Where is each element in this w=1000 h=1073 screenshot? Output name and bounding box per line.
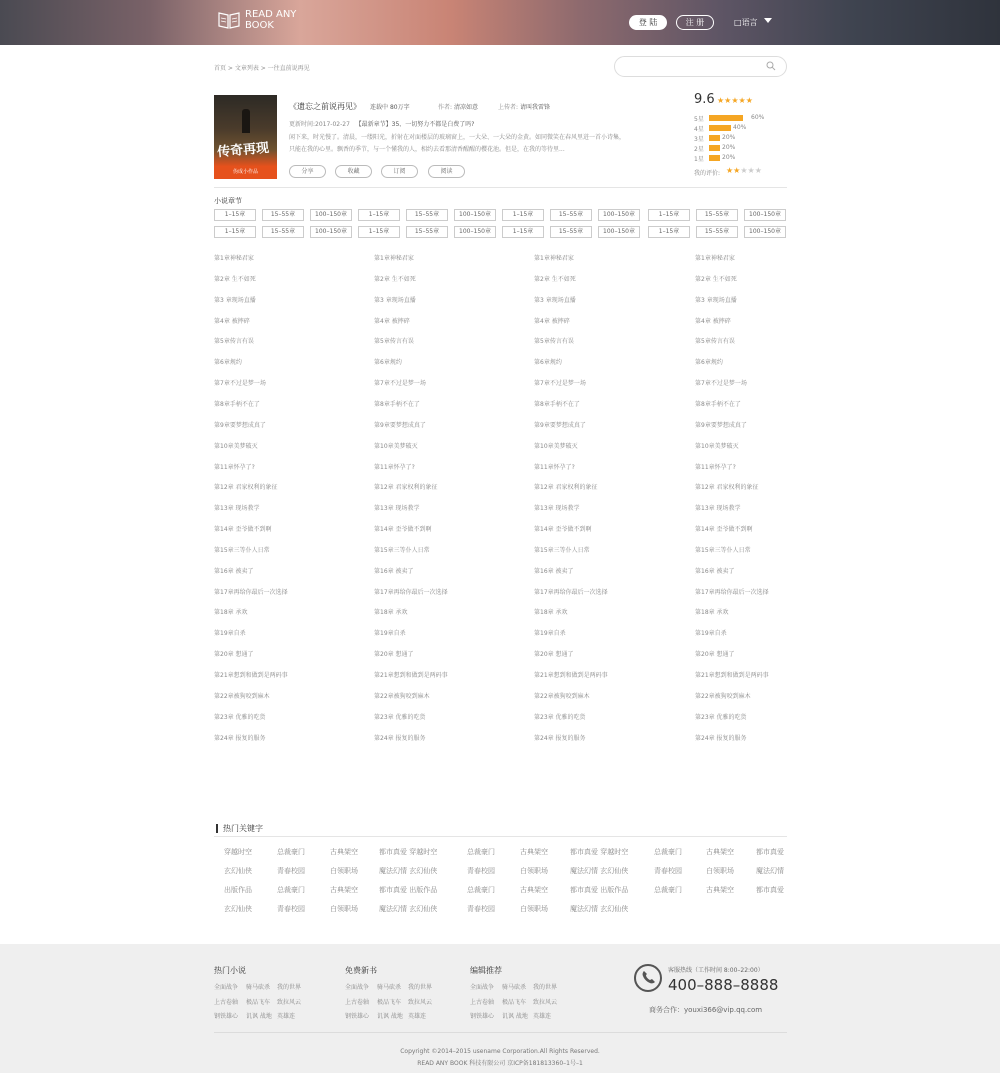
rating-row-label: 2星 — [694, 146, 704, 153]
rating-percent: 20% — [722, 154, 736, 161]
hot-keywords-title: 热门关键字 — [216, 824, 263, 833]
footer-divider — [214, 1032, 787, 1033]
chapter-link[interactable]: 第15章三等仆人日常 — [374, 546, 430, 554]
keyword-link[interactable]: 白领职场 — [330, 867, 358, 875]
chapter-range-button[interactable]: 1–15章 — [358, 209, 400, 221]
chapter-link[interactable]: 第18章 承欢 — [695, 609, 729, 617]
chapter-range-button[interactable]: 15–55章 — [696, 209, 738, 221]
keyword-link[interactable]: 都市真爱 穿越时空 — [379, 848, 438, 856]
rating-bar — [709, 155, 720, 161]
keyword-link[interactable]: 魔法幻情 玄幻仙侠 — [379, 905, 438, 913]
chapter-link[interactable]: 第17章再给你最后一次选择 — [374, 588, 448, 596]
chapter-link[interactable]: 第10章美梦破灭 — [214, 442, 258, 450]
chapter-range-button[interactable]: 15–55章 — [262, 209, 304, 221]
chapter-link[interactable]: 第1章神秘君家 — [214, 255, 254, 262]
chapter-range-button[interactable]: 100–150章 — [744, 209, 786, 221]
chapter-link[interactable]: 第24章 报复的服务 — [534, 734, 586, 742]
chapter-link[interactable]: 第20章 想通了 — [534, 651, 574, 659]
chapter-range-button[interactable]: 100–150章 — [310, 226, 352, 238]
language-label: 语言 — [741, 18, 758, 27]
chapter-link[interactable]: 第12章 君家权利的象征 — [374, 484, 438, 492]
chapter-link[interactable]: 第19章自杀 — [695, 630, 727, 638]
footer-link[interactable]: 英雄连 — [277, 1013, 296, 1020]
chapter-link[interactable]: 第12章 君家权利的象征 — [214, 484, 278, 492]
chapter-link[interactable]: 第22章被狗咬到麻木 — [534, 692, 590, 700]
footer-link[interactable]: 致拉风云 — [533, 998, 558, 1006]
chapter-link[interactable]: 第7章不过是梦一场 — [534, 380, 586, 388]
chapter-link[interactable]: 第9章要梦想成真了 — [214, 421, 266, 429]
chapter-link[interactable]: 第15章三等仆人日常 — [214, 546, 270, 554]
share-button[interactable]: 分享 — [289, 165, 326, 178]
keyword-link[interactable]: 白领职场 — [520, 905, 548, 913]
footer-link[interactable]: 讥讽 战地 — [502, 1013, 528, 1020]
book-status: 连载中 80万字 — [370, 104, 410, 111]
rating-bar — [709, 145, 720, 151]
keyword-link[interactable]: 青春校园 — [654, 867, 682, 875]
keyword-link[interactable]: 玄幻仙侠 — [224, 905, 252, 913]
chapter-link[interactable]: 第13章 现场教学 — [374, 505, 420, 513]
book-icon — [218, 11, 240, 29]
keyword-link[interactable]: 青春校园 — [277, 905, 305, 913]
chapter-link[interactable]: 第10章美梦破灭 — [695, 442, 739, 450]
chapter-link[interactable]: 第10章美梦破灭 — [534, 442, 578, 450]
chapter-link[interactable]: 第11章怀孕了? — [695, 463, 736, 471]
footer-link[interactable]: 极品飞车 — [377, 998, 402, 1006]
footer-link[interactable]: 我的世界 — [533, 984, 558, 991]
chapter-link[interactable]: 第12章 君家权利的象征 — [534, 484, 598, 492]
footer-link[interactable]: 极品飞车 — [246, 998, 271, 1006]
footer-link[interactable]: 钢铁雄心 — [345, 1013, 370, 1020]
keyword-link[interactable]: 古典架空 — [520, 886, 548, 894]
star-icon[interactable]: ★ — [733, 166, 741, 175]
chapter-link[interactable]: 第11章怀孕了? — [534, 463, 575, 471]
divider — [214, 187, 787, 188]
footer-link[interactable]: 讥讽 战地 — [246, 1013, 272, 1020]
favorite-button[interactable]: 收藏 — [335, 165, 372, 178]
chapter-link[interactable]: 第13章 现场教学 — [534, 505, 580, 513]
footer-link[interactable]: 骑马砍杀 — [502, 984, 527, 991]
book-cover[interactable] — [214, 95, 277, 179]
chapter-link[interactable]: 第24章 报复的服务 — [214, 734, 266, 742]
hotline-number: 400–888–8888 — [668, 976, 779, 994]
chapter-link[interactable]: 第23章 优雅的吃货 — [534, 713, 586, 721]
footer-column-title: 热门小说 — [214, 966, 246, 975]
keyword-link[interactable]: 魔法幻情 玄幻仙侠 — [379, 867, 438, 875]
book-uploader: 上传者: 请叫我雷锋 — [498, 104, 550, 111]
chapter-link[interactable]: 第7章不过是梦一场 — [214, 380, 266, 388]
chapter-range-button[interactable]: 1–15章 — [214, 209, 256, 221]
rating-stars: ★★★★★ — [717, 96, 753, 105]
chapters-title: 小说章节 — [214, 197, 242, 205]
chapter-link[interactable]: 第13章 现场教学 — [695, 505, 741, 513]
my-rating-label: 我的评价: — [694, 170, 721, 177]
keyword-link[interactable]: 青春校园 — [467, 905, 495, 913]
chapter-link[interactable]: 第14章 歪爷做不到啊 — [374, 526, 432, 534]
keyword-link[interactable]: 玄幻仙侠 — [224, 867, 252, 875]
business-contact: 商务合作：youxi366@vip.qq.com — [649, 1006, 763, 1014]
keyword-link[interactable]: 青春校园 — [277, 867, 305, 875]
chapter-range-button[interactable]: 100–150章 — [310, 209, 352, 221]
footer-link[interactable]: 上古卷轴 — [214, 998, 239, 1006]
chapter-link[interactable]: 第5章传言有误 — [534, 338, 574, 346]
search-input[interactable] — [614, 56, 787, 77]
footer-link[interactable]: 英雄连 — [533, 1013, 552, 1020]
hotline-label: 客服热线（工作时间 8:00–22:00） — [668, 967, 764, 974]
keyword-link[interactable]: 白领职场 — [706, 867, 734, 875]
cover-author: 伪成小作品 — [232, 169, 258, 175]
footer-column-title: 编辑推荐 — [470, 966, 502, 975]
book-author: 作者: 清凉如意 — [438, 104, 478, 111]
keyword-link[interactable]: 总裁豪门 — [654, 886, 682, 894]
chapter-link[interactable]: 第6章规约 — [374, 359, 402, 367]
chapter-link[interactable]: 第2章 生不如死 — [374, 275, 416, 283]
keyword-link[interactable]: 都市真爱 出版作品 — [570, 886, 629, 894]
keyword-link[interactable]: 魔法幻情 玄幻仙侠 — [570, 867, 629, 875]
chapter-link[interactable]: 第11章怀孕了? — [374, 463, 415, 471]
rating-row-label: 4星 — [694, 126, 704, 133]
keyword-link[interactable]: 古典架空 — [706, 848, 734, 856]
rating-bar — [709, 125, 731, 131]
chapter-link[interactable]: 第4章 被摔碎 — [695, 317, 731, 325]
keyword-link[interactable]: 古典架空 — [520, 848, 548, 856]
keyword-link[interactable]: 出版作品 — [224, 886, 252, 894]
chapter-link[interactable]: 第10章美梦破灭 — [374, 442, 418, 450]
chapter-link[interactable]: 第19章自杀 — [214, 630, 246, 638]
register-button[interactable]: 注 册 — [676, 15, 714, 30]
chapter-link[interactable]: 第20章 想通了 — [374, 651, 414, 659]
chapter-link[interactable]: 第19章自杀 — [374, 630, 406, 638]
chapter-range-button[interactable]: 100–150章 — [454, 226, 496, 238]
chapter-range-button[interactable]: 15–55章 — [406, 226, 448, 238]
footer-link[interactable]: 钢铁雄心 — [214, 1013, 239, 1020]
chapter-link[interactable]: 第21章想到和做到是两码事 — [374, 672, 448, 679]
chapter-link[interactable]: 第7章不过是梦一场 — [374, 380, 426, 388]
chapter-link[interactable]: 第15章三等仆人日常 — [695, 546, 751, 554]
chapter-link[interactable]: 第23章 优雅的吃货 — [214, 713, 266, 721]
chapter-link[interactable]: 第9章要梦想成真了 — [695, 421, 747, 429]
chapter-link[interactable]: 第9章要梦想成真了 — [374, 421, 426, 429]
chapter-link[interactable]: 第3 章现场直播 — [534, 296, 576, 304]
footer-link[interactable]: 致拉风云 — [408, 998, 433, 1006]
chapter-link[interactable]: 第5章传言有误 — [214, 338, 254, 346]
chapter-link[interactable]: 第13章 现场教学 — [214, 505, 260, 513]
footer-link[interactable]: 全面战争 — [214, 984, 239, 991]
keyword-link[interactable]: 总裁豪门 — [277, 886, 305, 894]
copyright: Copyright ©2014–2015 usename Corporation.All Rights Reserved. — [400, 1048, 600, 1055]
chapter-link[interactable]: 第12章 君家权利的象征 — [695, 484, 759, 492]
chapter-link[interactable]: 第7章不过是梦一场 — [695, 380, 747, 388]
my-rating-stars[interactable] — [726, 166, 762, 175]
chapter-link[interactable]: 第23章 优雅的吃货 — [695, 713, 747, 721]
star-icon[interactable]: ★ — [747, 166, 755, 175]
star-icon[interactable]: ★ — [740, 166, 748, 175]
footer-link[interactable]: 上古卷轴 — [470, 998, 495, 1006]
chapter-range-button[interactable]: 100–150章 — [598, 226, 640, 238]
chapter-range-button[interactable]: 1–15章 — [214, 226, 256, 238]
chapter-link[interactable]: 第3 章现场直播 — [374, 296, 416, 304]
chapter-link[interactable]: 第9章要梦想成真了 — [534, 421, 586, 429]
chapter-range-button[interactable]: 15–55章 — [550, 226, 592, 238]
chapter-link[interactable]: 第8章手柄不在了 — [214, 400, 260, 408]
rating-percent: 20% — [722, 134, 736, 141]
chapter-link[interactable]: 第21章想到和做到是两码事 — [695, 672, 769, 679]
cover-title: 传奇再现 — [216, 140, 270, 161]
keyword-link[interactable]: 都市真爱 — [756, 886, 784, 894]
chapter-link[interactable]: 第5章传言有误 — [695, 338, 735, 346]
chapter-range-button[interactable]: 100–150章 — [598, 209, 640, 221]
globe-icon: □ — [734, 18, 742, 27]
footer-link[interactable]: 骑马砍杀 — [246, 984, 271, 991]
chapter-link[interactable]: 第22章被狗咬到麻木 — [695, 692, 751, 700]
chapter-link[interactable]: 第2章 生不如死 — [534, 275, 576, 283]
book-title[interactable]: 《遗忘之前说再见》 — [289, 102, 361, 111]
chapter-link[interactable]: 第18章 承欢 — [214, 609, 248, 617]
footer-link[interactable]: 致拉风云 — [277, 998, 302, 1006]
rating-row-label: 1星 — [694, 156, 704, 163]
footer-link[interactable]: 上古卷轴 — [345, 998, 370, 1006]
rating-score: 9.6 — [694, 92, 715, 107]
divider — [214, 836, 787, 837]
rating-percent: 60% — [751, 114, 765, 121]
chapter-link[interactable]: 第17章再给你最后一次选择 — [214, 588, 288, 596]
chapter-range-button[interactable]: 1–15章 — [648, 226, 690, 238]
chapter-range-button[interactable]: 100–150章 — [454, 209, 496, 221]
keyword-link[interactable]: 总裁豪门 — [467, 886, 495, 894]
logo-text: READ ANY BOOK — [245, 9, 297, 31]
keyword-link[interactable]: 白领职场 — [330, 905, 358, 913]
footer-link[interactable]: 我的世界 — [408, 984, 433, 991]
footer-link[interactable]: 英雄连 — [408, 1013, 427, 1020]
chapter-range-button[interactable]: 1–15章 — [502, 226, 544, 238]
company-info: READ ANY BOOK 科技有限公司 京ICP备181813360–1号–1 — [417, 1060, 583, 1067]
chapter-link[interactable]: 第4章 被摔碎 — [374, 317, 410, 325]
rating-bar — [709, 115, 743, 121]
chapter-range-button[interactable]: 100–150章 — [744, 226, 786, 238]
chapter-link[interactable]: 第16章 被卖了 — [695, 567, 735, 575]
keyword-link[interactable]: 古典架空 — [706, 886, 734, 894]
chapter-range-button[interactable]: 15–55章 — [406, 209, 448, 221]
rating-row-label: 5星 — [694, 116, 704, 123]
chapter-link[interactable]: 第8章手柄不在了 — [534, 400, 580, 408]
footer-link[interactable]: 钢铁雄心 — [470, 1013, 495, 1020]
chapter-link[interactable]: 第22章被狗咬到麻木 — [214, 692, 270, 700]
latest-chapter: 【最新章节】35、一切努力不都是白费了吗? — [355, 121, 475, 128]
cover-figure — [242, 109, 250, 133]
chapter-link[interactable]: 第21章想到和做到是两码事 — [214, 672, 288, 679]
chapter-link[interactable]: 第4章 被摔碎 — [534, 317, 570, 325]
star-icon[interactable]: ★ — [726, 166, 734, 175]
rating-percent: 40% — [733, 124, 747, 131]
chapter-link[interactable]: 第11章怀孕了? — [214, 463, 255, 471]
chapter-range-button[interactable]: 15–55章 — [262, 226, 304, 238]
rating-percent: 20% — [722, 144, 736, 151]
chapter-link[interactable]: 第18章 承欢 — [534, 609, 568, 617]
language-selector[interactable] — [734, 17, 758, 28]
footer-link[interactable]: 讥讽 战地 — [377, 1013, 403, 1020]
keyword-link[interactable]: 古典架空 — [330, 886, 358, 894]
chapter-link[interactable]: 第16章 被卖了 — [214, 567, 254, 575]
chapter-link[interactable]: 第1章神秘君家 — [534, 255, 574, 262]
chapter-range-button[interactable]: 1–15章 — [648, 209, 690, 221]
chapter-link[interactable]: 第6章规约 — [695, 359, 723, 367]
footer-link[interactable]: 骑马砍杀 — [377, 984, 402, 991]
chapter-link[interactable]: 第16章 被卖了 — [534, 567, 574, 575]
chapter-link[interactable]: 第8章手柄不在了 — [374, 400, 420, 408]
chapter-link[interactable]: 第21章想到和做到是两码事 — [534, 672, 608, 679]
rating-bar — [709, 135, 720, 141]
chapter-link[interactable]: 第1章神秘君家 — [374, 255, 414, 262]
chapter-link[interactable]: 第5章传言有误 — [374, 338, 414, 346]
chapter-link[interactable]: 第24章 报复的服务 — [374, 734, 426, 742]
chapter-range-button[interactable]: 15–55章 — [550, 209, 592, 221]
footer-column-title: 免费新书 — [345, 966, 377, 975]
chapter-link[interactable]: 第6章规约 — [534, 359, 562, 367]
chevron-down-icon[interactable] — [764, 18, 772, 23]
chapter-range-button[interactable]: 1–15章 — [358, 226, 400, 238]
keyword-link[interactable]: 古典架空 — [330, 848, 358, 856]
chapter-link[interactable]: 第3 章现场直播 — [214, 296, 256, 304]
site-logo[interactable] — [218, 9, 305, 31]
footer-link[interactable]: 全面战争 — [345, 984, 370, 991]
rating-row-label: 3星 — [694, 136, 704, 143]
chapter-link[interactable]: 第3 章现场直播 — [695, 296, 737, 304]
chapter-link[interactable]: 第18章 承欢 — [374, 609, 408, 617]
keyword-link[interactable]: 总裁豪门 — [467, 848, 495, 856]
chapter-link[interactable]: 第2章 生不如死 — [695, 275, 737, 283]
login-button[interactable]: 登 陆 — [629, 15, 667, 30]
chapter-link[interactable]: 第20章 想通了 — [695, 651, 735, 659]
keyword-link[interactable]: 都市真爱 出版作品 — [379, 886, 438, 894]
chapter-link[interactable]: 第23章 优雅的吃货 — [374, 713, 426, 721]
top-banner — [0, 0, 1000, 45]
phone-icon — [634, 964, 662, 992]
footer-link[interactable]: 全面战争 — [470, 984, 495, 991]
chapter-link[interactable]: 第14章 歪爷做不到啊 — [214, 526, 272, 534]
keyword-link[interactable]: 穿越时空 — [224, 848, 252, 856]
breadcrumb[interactable]: 首页 > 文章列表 > 一往直前说再见 — [214, 65, 310, 72]
chapter-link[interactable]: 第17章再给你最后一次选择 — [534, 588, 608, 596]
chapter-link[interactable]: 第14章 歪爷做不到啊 — [534, 526, 592, 534]
chapter-link[interactable]: 第4章 被摔碎 — [214, 317, 250, 325]
search-icon[interactable] — [766, 61, 776, 71]
chapter-link[interactable]: 第14章 歪爷做不到啊 — [695, 526, 753, 534]
keyword-link[interactable]: 总裁豪门 — [277, 848, 305, 856]
footer-link[interactable]: 我的世界 — [277, 984, 302, 991]
chapter-range-button[interactable]: 1–15章 — [502, 209, 544, 221]
chapter-link[interactable]: 第8章手柄不在了 — [695, 400, 741, 408]
keyword-link[interactable]: 都市真爱 穿越时空 — [570, 848, 629, 856]
footer-link[interactable]: 极品飞车 — [502, 998, 527, 1006]
chapter-link[interactable]: 第22章被狗咬到麻木 — [374, 692, 430, 700]
star-icon[interactable]: ★ — [754, 166, 762, 175]
read-button[interactable]: 阅读 — [428, 165, 465, 178]
chapter-link[interactable]: 第15章三等仆人日常 — [534, 546, 590, 554]
chapter-link[interactable]: 第1章神秘君家 — [695, 255, 735, 262]
book-description: 闲下来，时光慢了。清晨，一缕阳光，折射在对面楼层的玻璃窗上，一大朵、一大朵的金黄。如同微笑在春风里迸一首小诗集，只能在我的心里。飘香的季节，与一个懂我的人，相约去看那清香醒醒的樱花池。但是，在我的等待里... — [289, 134, 626, 153]
chapter-link[interactable]: 第24章 报复的服务 — [695, 734, 747, 742]
keyword-link[interactable]: 青春校园 — [467, 867, 495, 875]
keyword-link[interactable]: 魔法幻情 玄幻仙侠 — [570, 905, 629, 913]
subscribe-button[interactable]: 订阅 — [381, 165, 418, 178]
keyword-link[interactable]: 白领职场 — [520, 867, 548, 875]
chapter-link[interactable]: 第6章规约 — [214, 359, 242, 367]
chapter-link[interactable]: 第20章 想通了 — [214, 651, 254, 659]
chapter-link[interactable]: 第16章 被卖了 — [374, 567, 414, 575]
chapter-link[interactable]: 第19章自杀 — [534, 630, 566, 638]
update-info: 更新时间:2017-02-27 【最新章节】35、一切努力不都是白费了吗? — [289, 121, 475, 128]
keyword-link[interactable]: 都市真爱 — [756, 848, 784, 856]
keyword-link[interactable]: 总裁豪门 — [654, 848, 682, 856]
chapter-link[interactable]: 第2章 生不如死 — [214, 275, 256, 283]
keyword-link[interactable]: 魔法幻情 — [756, 867, 784, 875]
chapter-range-button[interactable]: 15–55章 — [696, 226, 738, 238]
chapter-link[interactable]: 第17章再给你最后一次选择 — [695, 588, 769, 596]
